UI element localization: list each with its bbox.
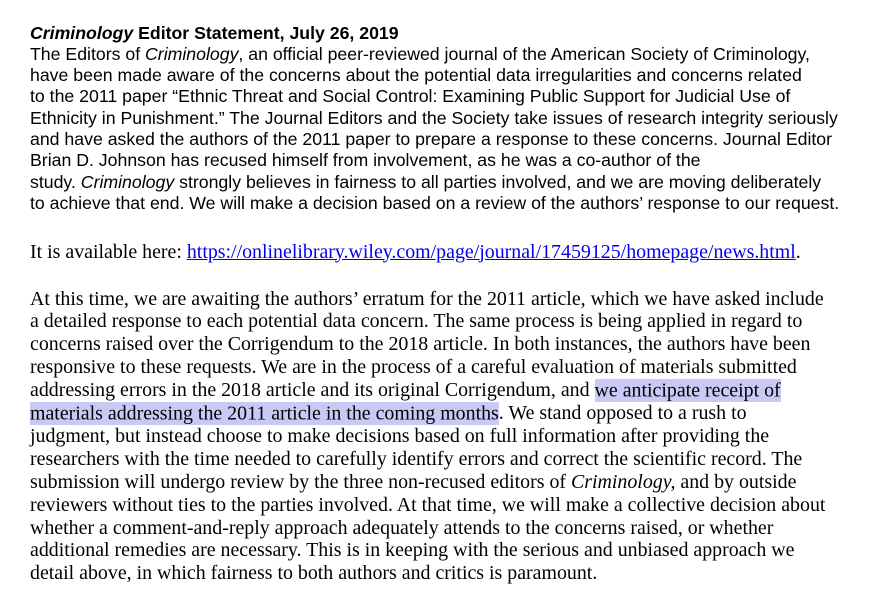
journal-name: Criminology (145, 43, 239, 64)
body-line (30, 379, 825, 402)
body-text: responsive to these requests. We are in the process of a careful evaluation of materials submitted (30, 356, 797, 379)
statement-line (30, 86, 839, 107)
body-text: judgment, but instead choose to make decisions based on full information after providing the (30, 424, 770, 447)
body-line (30, 333, 825, 356)
body-line (30, 425, 825, 448)
body-text: and by outside (675, 470, 797, 493)
statement-title (30, 23, 839, 44)
statement-text: Ethnicity in Punishment.” The Journal Editors and the Society take issues of research integrity seriously (30, 107, 838, 128)
availability-line (30, 241, 801, 264)
body-text: reviewers without ties to the parties involved. At that time, we will make a collective decision about (30, 493, 826, 516)
statement-line (30, 44, 839, 65)
body-text: concerns raised over the Corrigendum to the 2018 article. In both instances, the authors have been (30, 333, 811, 356)
body-text: additional remedies are necessary. This is in keeping with the serious and unbiased approach we (30, 539, 795, 562)
statement-line (30, 172, 839, 193)
body-line (30, 494, 825, 517)
statement-line (30, 65, 839, 86)
statement-text: have been made aware of the concerns about the potential data irregularities and concerns related (30, 65, 802, 86)
body-text: researchers with the time needed to carefully identify errors and correct the scientific record. The (30, 447, 803, 470)
statement-line (30, 150, 839, 171)
journal-name: Criminology, (570, 470, 676, 493)
statement-text: Brian D. Johnson has recused himself from involvement, as he was a co-author of the (30, 150, 701, 171)
availability-prefix: It is available here: (30, 240, 187, 263)
editor-statement (30, 23, 839, 215)
statement-text: The Editors of (30, 43, 146, 64)
body-text: addressing errors in the 2018 article and its original Corrigendum, and (30, 379, 595, 402)
body-line (30, 448, 825, 471)
body-text: submission will undergo review by the three non-recused editors of (30, 470, 571, 493)
body-text: At this time, we are awaiting the authors’ erratum for the 2011 article, which we have asked include (30, 287, 824, 310)
body-line (30, 356, 825, 379)
body-line (30, 402, 825, 425)
availability-paragraph (30, 241, 801, 264)
statement-line (30, 129, 839, 150)
statement-title-text: Editor Statement, July 26, 2019 (133, 22, 399, 43)
body-line (30, 471, 825, 494)
statement-line (30, 193, 839, 214)
body-line (30, 562, 825, 585)
body-text: a detailed response to each potential data concern. The same process is being applied in regard to (30, 310, 803, 333)
body-line (30, 310, 825, 333)
body-text: . We stand opposed to a rush to (498, 402, 747, 425)
statement-text: , an official peer-reviewed journal of the American Society of Criminology, (238, 43, 810, 64)
journal-name: Criminology (30, 22, 134, 43)
statement-text: to the 2011 paper “Ethnic Threat and Social Control: Examining Public Support for Judicial Use of (30, 86, 791, 107)
statement-line (30, 108, 839, 129)
highlighted-text: materials addressing the 2011 article in the coming months (30, 402, 499, 425)
statement-text: and have asked the authors of the 2011 paper to prepare a response to these concerns. Journal Editor (30, 128, 833, 149)
highlighted-text: we anticipate receipt of (594, 379, 781, 402)
body-text: detail above, in which fairness to both authors and critics is paramount. (30, 562, 598, 585)
update-paragraph (30, 288, 825, 586)
statement-text: to achieve that end. We will make a decision based on a review of the authors’ response to our request. (30, 192, 840, 213)
journal-name: Criminology (80, 171, 175, 192)
availability-suffix: . (795, 240, 801, 263)
body-text: whether a comment-and-reply approach adequately attends to the concerns raised, or whether (30, 516, 774, 539)
statement-text: study. (30, 171, 81, 192)
body-line (30, 517, 825, 540)
body-line (30, 288, 825, 311)
news-page-link[interactable]: https://onlinelibrary.wiley.com/page/journal/17459125/homepage/news.html (186, 240, 796, 263)
body-line (30, 539, 825, 562)
statement-text: strongly believes in fairness to all parties involved, and we are moving deliberately (174, 171, 822, 192)
